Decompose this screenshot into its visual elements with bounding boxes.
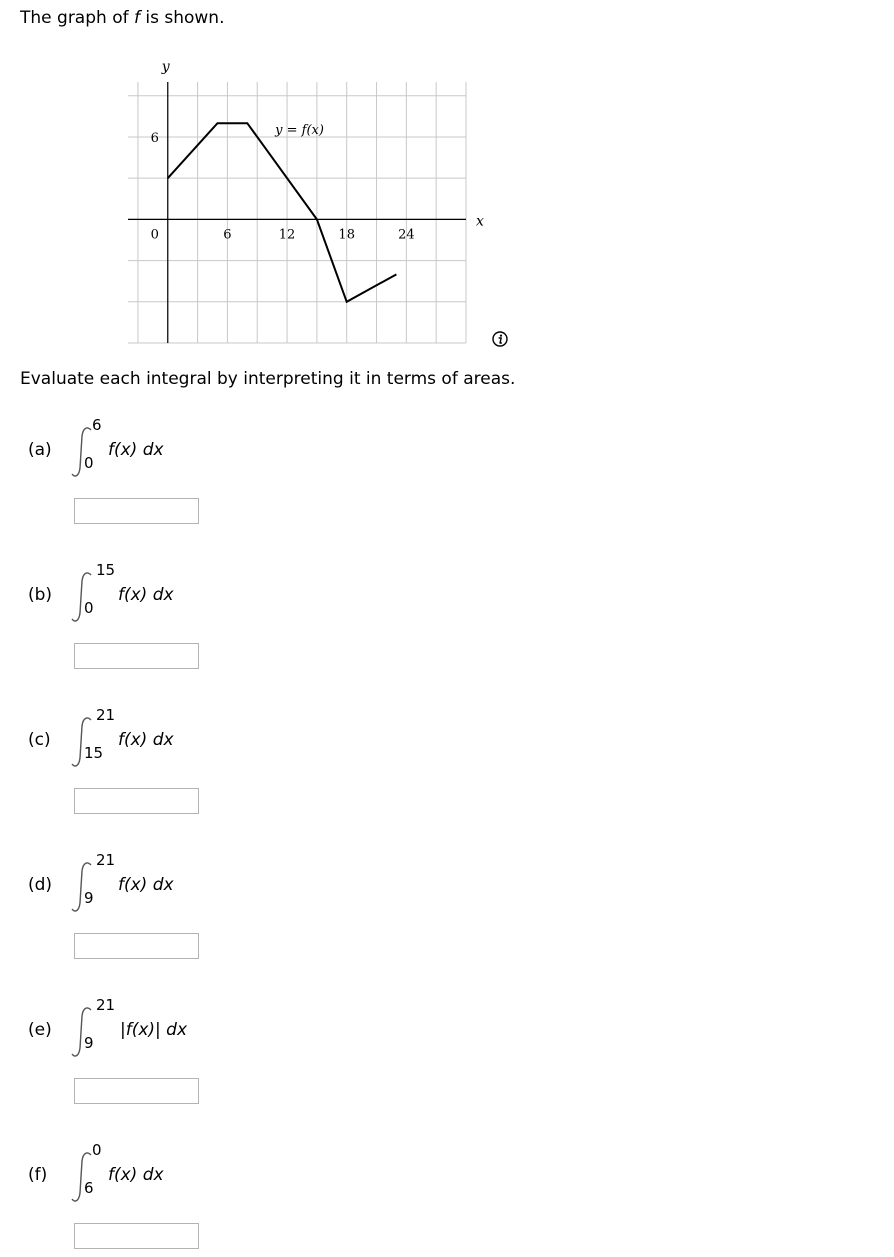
axis-tick-labels <box>151 131 415 242</box>
part-e <box>0 992 894 1112</box>
intro-suffix: is shown. <box>139 8 225 28</box>
part-label: (b) <box>28 585 53 605</box>
origin-label: 0 <box>150 227 159 243</box>
answer-input-b[interactable] <box>74 643 199 669</box>
series-layer <box>168 123 397 302</box>
integrand: f(x) dx <box>118 875 174 895</box>
upper-limit: 6 <box>92 416 102 434</box>
answer-input-e[interactable] <box>74 1078 199 1104</box>
intro-prefix: The graph of <box>20 8 134 28</box>
x-axis-label: x <box>476 213 484 230</box>
graph-axes <box>128 82 466 343</box>
part-f <box>0 1137 894 1257</box>
upper-limit: 0 <box>92 1141 102 1159</box>
series-line <box>168 123 397 302</box>
answer-input-f[interactable] <box>74 1223 199 1249</box>
integrand: f(x) dx <box>108 1165 164 1185</box>
answer-input-a[interactable] <box>74 498 199 524</box>
integrand: f(x) dx <box>118 730 174 750</box>
upper-limit: 21 <box>96 851 116 869</box>
lower-limit: 9 <box>84 889 94 907</box>
lower-limit: 6 <box>84 1179 94 1197</box>
y-axis-label: y <box>161 59 170 75</box>
curve-label: y = f(x) <box>275 123 324 139</box>
part-label: (f) <box>28 1165 48 1185</box>
part-label: (c) <box>28 730 51 750</box>
answer-input-c[interactable] <box>74 788 199 814</box>
lower-limit: 0 <box>84 454 94 472</box>
integrand: f(x) dx <box>118 585 174 605</box>
lower-limit: 9 <box>84 1034 94 1052</box>
upper-limit: 21 <box>96 706 116 724</box>
instruction-text: Evaluate each integral by interpreting it in terms of areas. <box>20 369 516 389</box>
x-tick-label: 12 <box>278 227 296 243</box>
integrand: |f(x)| dx <box>120 1020 188 1040</box>
upper-limit: 21 <box>96 996 116 1014</box>
part-label: (a) <box>28 440 52 460</box>
part-a <box>0 412 894 532</box>
lower-limit: 15 <box>84 744 104 762</box>
part-label: (d) <box>28 875 53 895</box>
part-label: (e) <box>28 1020 52 1040</box>
graph-grid <box>128 82 466 343</box>
y-tick-label: 6 <box>150 130 159 146</box>
x-tick-label: 18 <box>338 227 355 243</box>
function-graph <box>0 0 894 360</box>
part-b <box>0 557 894 677</box>
info-icon[interactable] <box>492 331 508 347</box>
intro-function: f <box>133 8 140 28</box>
x-tick-label: 24 <box>398 227 415 243</box>
lower-limit: 0 <box>84 599 94 617</box>
answer-input-d[interactable] <box>74 933 199 959</box>
part-c <box>0 702 894 822</box>
integrand: f(x) dx <box>108 440 164 460</box>
x-tick-label: 6 <box>223 227 232 243</box>
upper-limit: 15 <box>96 561 116 579</box>
part-d <box>0 847 894 967</box>
